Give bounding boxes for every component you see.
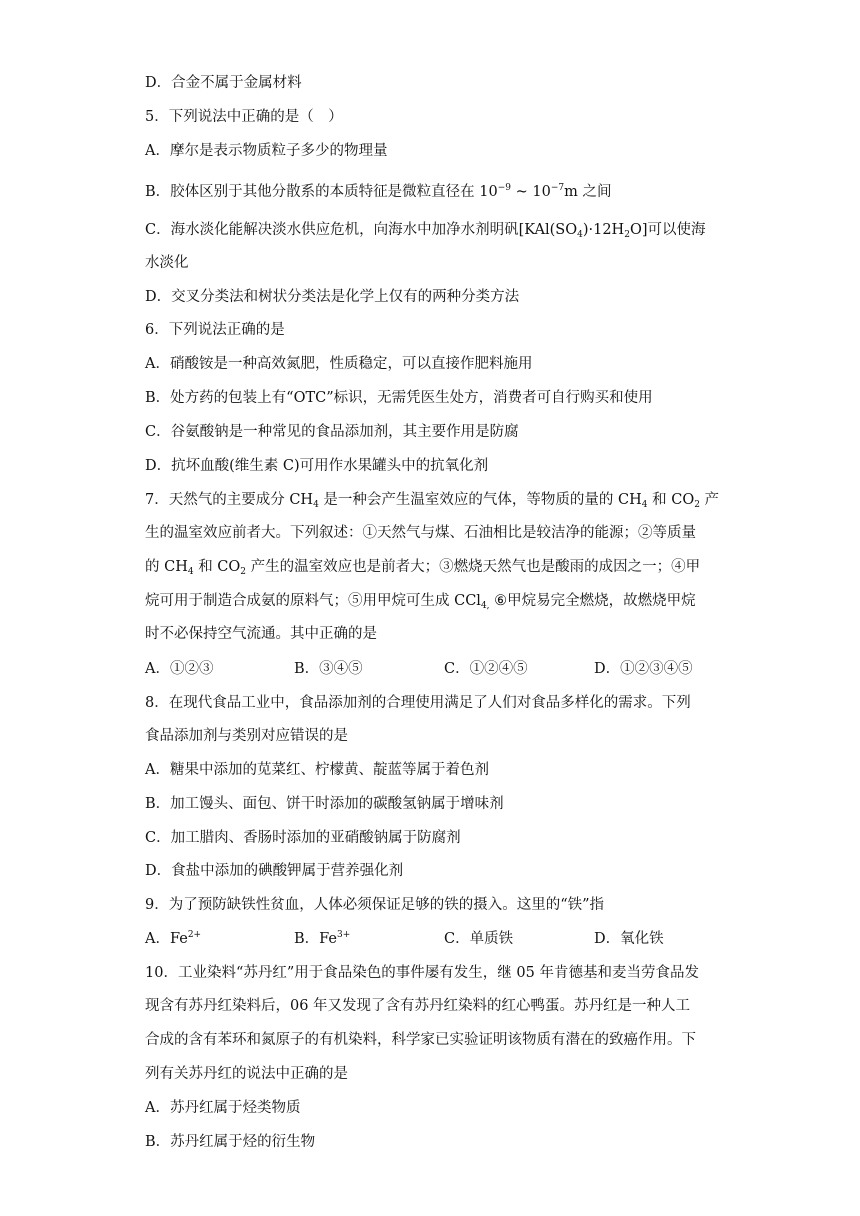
q9-option-d: D．氧化铁 xyxy=(594,931,664,947)
q5-b-text-2: ~ 10 xyxy=(511,184,551,200)
q10-stem-line-4: 列有关苏丹红的说法中正确的是 xyxy=(145,1066,348,1082)
q6-option-d: D．抗坏血酸(维生素 C)可用作水果罐头中的抗氧化剂 xyxy=(145,458,489,474)
q9-b-charge: 3+ xyxy=(337,930,351,940)
q7-option-b: B．③④⑤ xyxy=(294,661,363,677)
q8-option-a: A．糖果中添加的苋菜红、柠檬黄、靛蓝等属于着色剂 xyxy=(145,762,489,778)
q5-option-c-line-1 xyxy=(145,220,715,240)
q10-stem-line-1: 10．工业染料“苏丹红”用于食品染色的事件屡有发生，继 05 年肯德基和麦当劳食品发 xyxy=(145,965,699,981)
q5-option-b xyxy=(145,182,715,202)
q10-option-b: B．苏丹红属于烃的衍生物 xyxy=(145,1134,316,1150)
q8-option-b: B．加工馒头、面包、饼干时添加的碳酸氢钠属于增味剂 xyxy=(145,796,504,812)
q9-a-charge: 2+ xyxy=(187,930,202,940)
q8-stem-line-1: 8．在现代食品工业中，食品添加剂的合理使用满足了人们对食品多样化的需求。下列 xyxy=(145,695,691,711)
q5-option-a: A．摩尔是表示物质粒子多少的物理量 xyxy=(145,143,388,159)
q5-option-c-line-2: 水淡化 xyxy=(145,255,189,271)
q6-option-a: A．硝酸铵是一种高效氮肥，性质稳定，可以直接作肥料施用 xyxy=(145,356,533,372)
q7-l1-text-b: 是一种会产生温室效应的气体，等物质的量的 CH xyxy=(318,492,642,508)
q6-option-c: C．谷氨酸钠是一种常见的食品添加剂，其主要作用是防腐 xyxy=(145,424,519,440)
q7-l1-text-a: 7．天然气的主要成分 CH xyxy=(145,492,314,508)
q7-l3-text-c: 产生的温室效应也是前者大；③燃烧天然气也是酸雨的成因之一；④甲 xyxy=(246,559,701,575)
q7-l3-text-a: 的 CH xyxy=(145,559,188,575)
q7-l3-sub-2: 2 xyxy=(240,567,247,577)
q8-option-c: C．加工腊肉、香肠时添加的亚硝酸钠属于防腐剂 xyxy=(145,830,461,846)
q9-a-base: A．Fe xyxy=(145,931,188,947)
q7-option-a: A．①②③ xyxy=(145,661,214,677)
q5-b-text-1: B．胶体区别于其他分散系的本质特征是微粒直径在 10 xyxy=(145,184,498,200)
q10-stem-line-3: 合成的含有苯环和氮原子的有机染料，科学家已实验证明该物质有潜在的致癌作用。下 xyxy=(145,1032,696,1048)
q8-option-d: D．食盐中添加的碘酸钾属于营养强化剂 xyxy=(145,863,404,879)
q8-stem-line-2: 食品添加剂与类别对应错误的是 xyxy=(145,728,348,744)
q5-c-text-1: C．海水淡化能解决淡水供应危机，向海水中加净水剂明矾[KAl(SO xyxy=(145,222,578,238)
q5-b-exponent-2: −7 xyxy=(550,183,565,193)
q9-option-c: C．单质铁 xyxy=(444,931,514,947)
q9-stem: 9．为了预防缺铁性贫血，人体必须保证足够的铁的摄入。这里的“铁”指 xyxy=(145,897,605,913)
q7-l3-sub-1: 4 xyxy=(187,567,194,577)
q7-l1-text-c: 和 CO xyxy=(647,492,695,508)
q7-option-d: D．①②③④⑤ xyxy=(594,661,693,677)
q4-option-d: D．合金不属于金属材料 xyxy=(145,75,302,91)
q5-c-sub-2: 2 xyxy=(624,230,630,240)
q5-c-sub-1: 4 xyxy=(577,230,583,240)
q7-l1-sub-3: 2 xyxy=(694,500,700,510)
q5-b-exponent-1: −9 xyxy=(497,183,511,193)
q9-option-b xyxy=(294,929,350,949)
q7-l1-text-d: 产 xyxy=(699,492,720,508)
q7-option-c: C．①②④⑤ xyxy=(444,661,528,677)
q7-l3-text-b: 和 CO xyxy=(193,559,241,575)
q5-c-text-3: O]可以使海 xyxy=(629,222,706,238)
q5-c-text-2: )·12H xyxy=(582,222,625,238)
q7-l4-text-b: ⑥甲烷易完全燃烧，故燃烧甲烷 xyxy=(489,593,696,609)
q7-stem-line-3 xyxy=(145,557,715,577)
q7-l4-text-a: 烷可用于制造合成氨的原料气；⑤用甲烷可生成 CCl xyxy=(145,593,481,609)
q7-stem-line-2: 生的温室效应前者大。下列叙述：①天然气与煤、石油相比是较洁净的能源；②等质量 xyxy=(145,525,696,541)
q5-stem: 5．下列说法中正确的是（ ） xyxy=(145,109,343,125)
q9-b-base: B．Fe xyxy=(294,931,338,947)
q10-stem-line-2: 现含有苏丹红染料后，06 年又发现了含有苏丹红染料的红心鸭蛋。苏丹红是一种人工 xyxy=(145,998,691,1014)
q5-b-text-3: m 之间 xyxy=(564,184,612,200)
q7-stem-line-4 xyxy=(145,591,715,611)
q10-option-a: A．苏丹红属于烃类物质 xyxy=(145,1100,301,1116)
q7-stem-line-5: 时不必保持空气流通。其中正确的是 xyxy=(145,626,377,642)
q9-option-a xyxy=(145,929,201,949)
q7-l4-sub: 4, xyxy=(480,601,490,611)
q7-stem-line-1 xyxy=(145,490,720,510)
q5-option-d: D．交叉分类法和树状分类法是化学上仅有的两种分类方法 xyxy=(145,289,520,305)
q7-l1-sub-1: 4 xyxy=(313,500,319,510)
q6-option-b: B．处方药的包装上有“OTC”标识，无需凭医生处方，消费者可自行购买和使用 xyxy=(145,390,653,406)
q7-l1-sub-2: 4 xyxy=(641,500,648,510)
q6-stem: 6．下列说法正确的是 xyxy=(145,322,285,338)
